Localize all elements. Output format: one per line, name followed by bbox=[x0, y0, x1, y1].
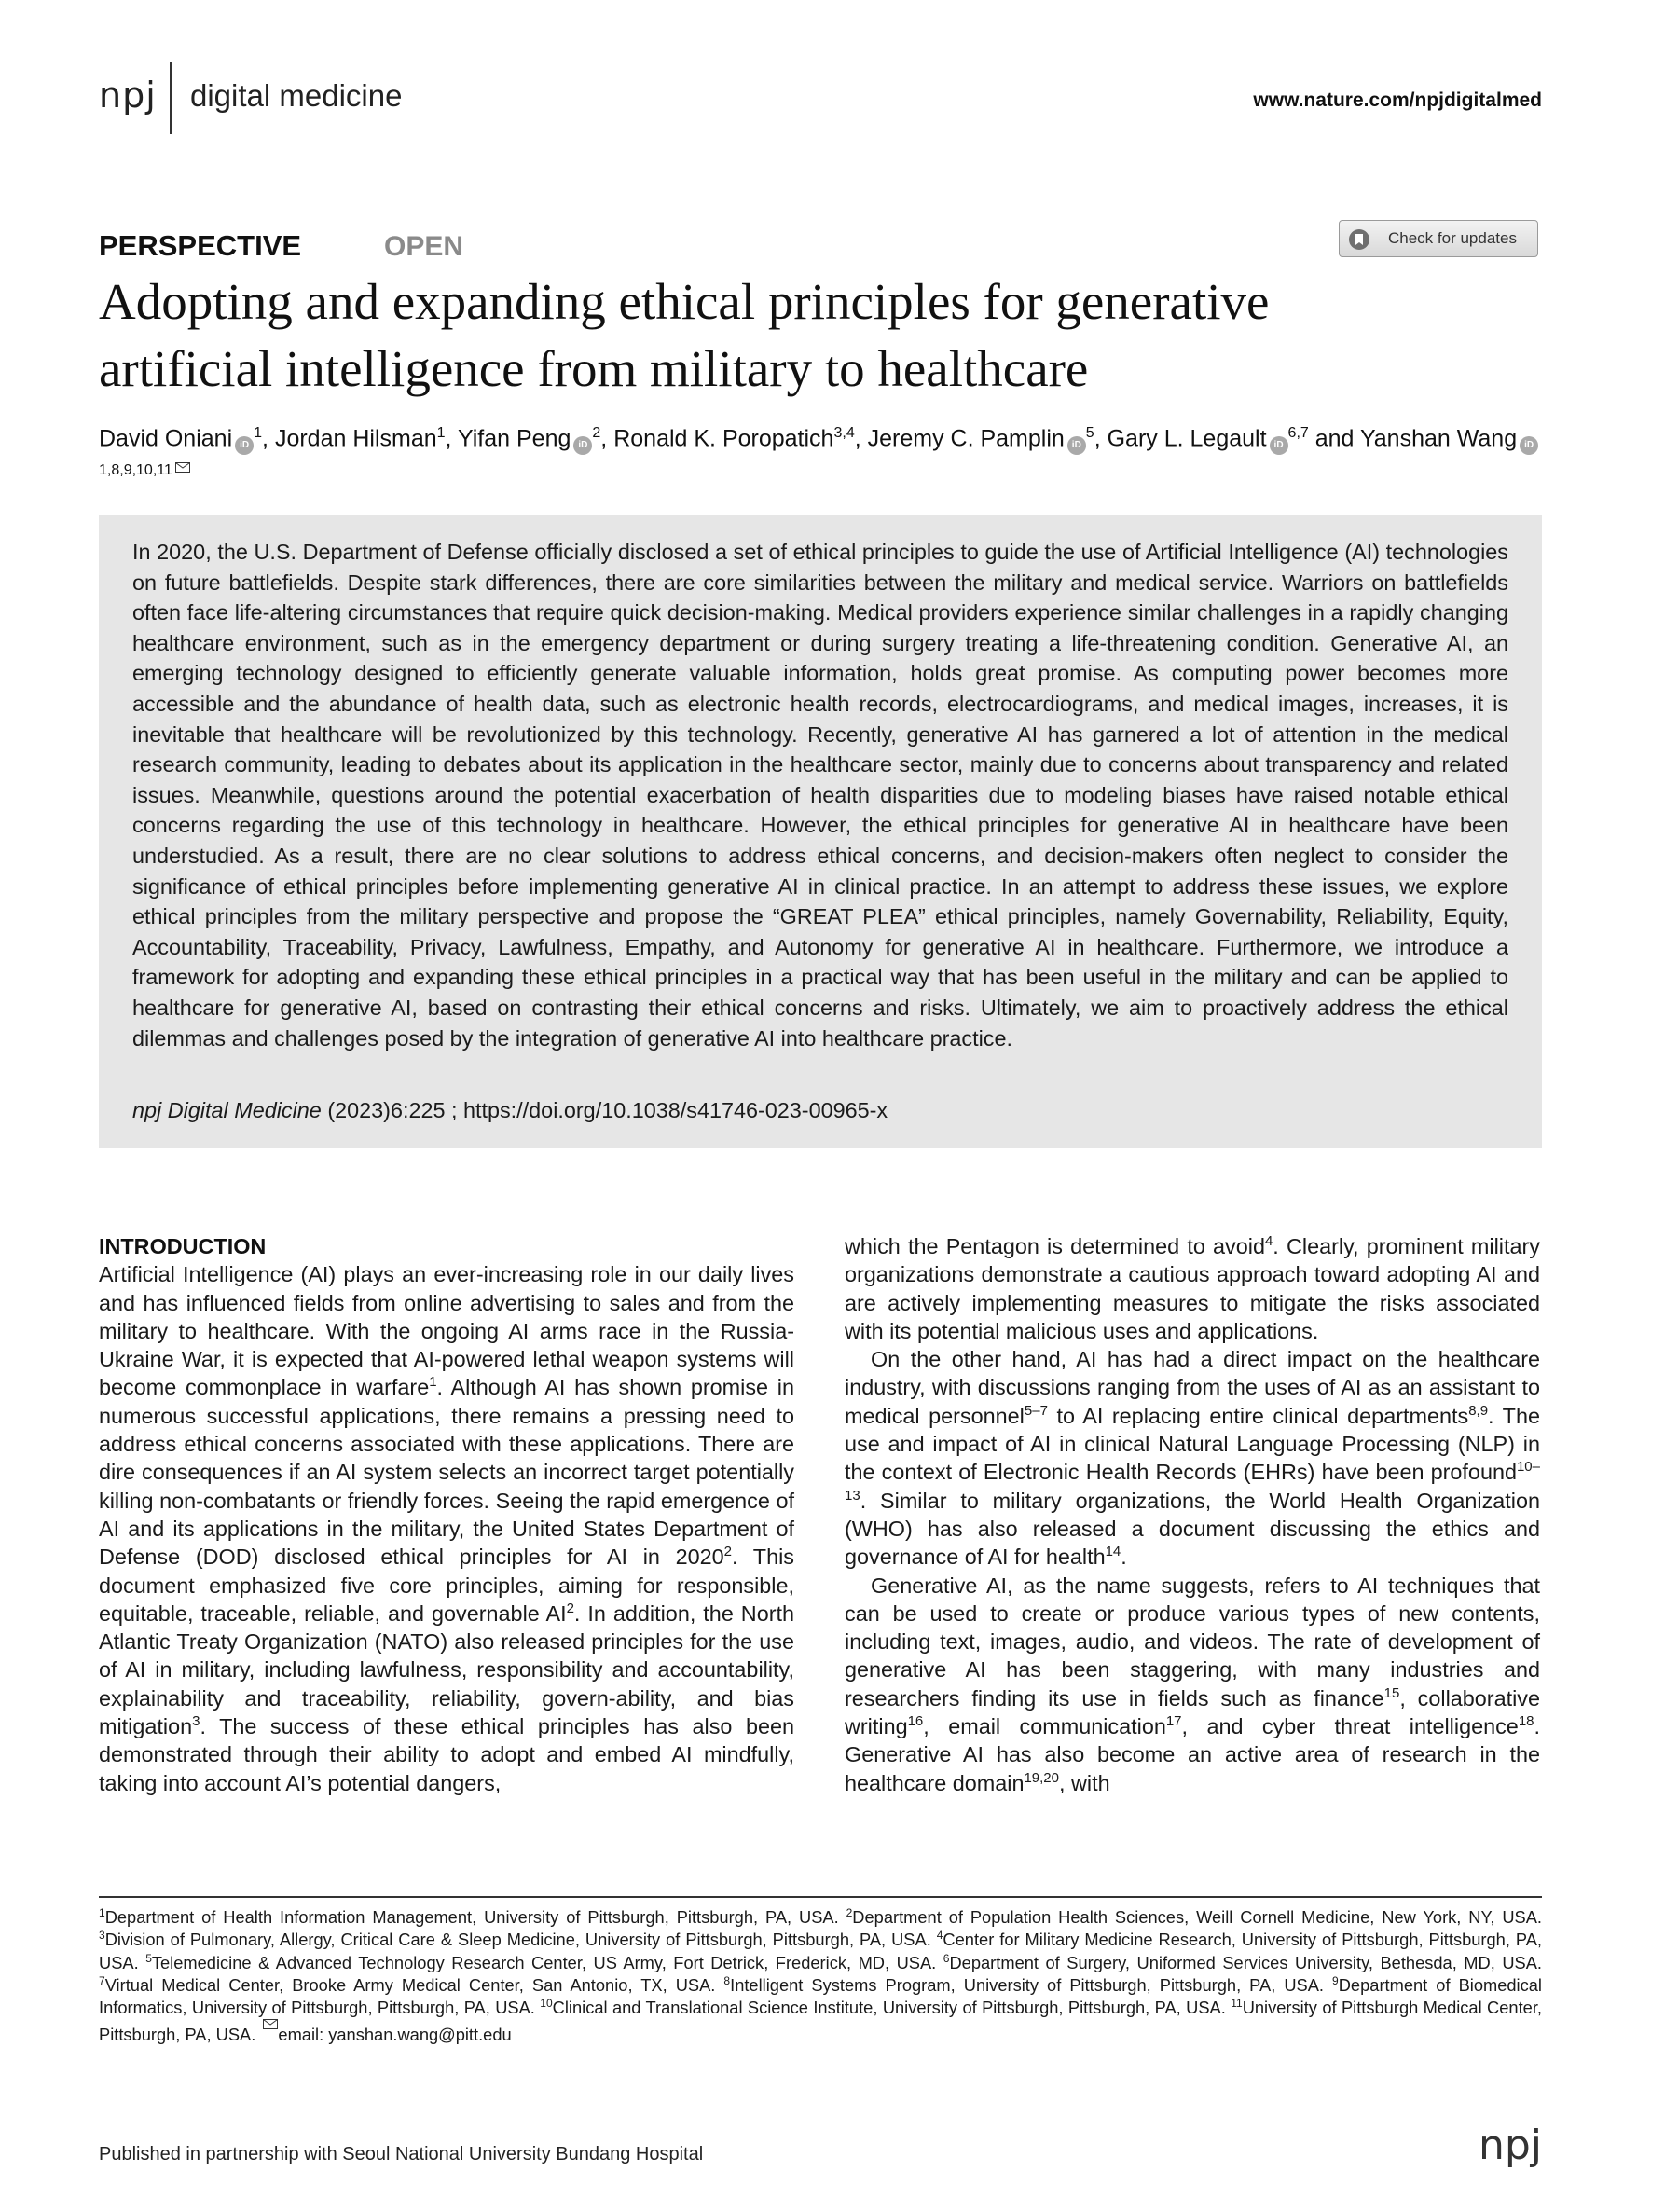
bookmark-icon bbox=[1348, 228, 1370, 251]
superscript-ref: 18 bbox=[1518, 1713, 1534, 1730]
superscript-ref: 10 bbox=[540, 1997, 553, 2011]
text-run: Telemedicine & Advanced Technology Research Center, US Army, Fort Detrick, Frederick, MD, USA. bbox=[151, 1952, 943, 1972]
author-separator: and bbox=[1308, 425, 1360, 452]
article-title bbox=[99, 268, 1553, 403]
superscript-ref: 16 bbox=[907, 1713, 924, 1730]
superscript-ref: 3 bbox=[192, 1713, 200, 1730]
superscript-ref: 3 bbox=[99, 1929, 105, 1943]
superscript-ref: 5–7 bbox=[1024, 1402, 1048, 1419]
superscript-ref: 1 bbox=[99, 1905, 105, 1919]
superscript-ref: 2 bbox=[723, 1544, 733, 1560]
author-name[interactable]: Gary L. Legault bbox=[1107, 425, 1267, 452]
article-type-label: PERSPECTIVE bbox=[99, 229, 302, 262]
text-run: . Clearly, prominent military organizations demonstrate a cautious approach toward adopting AI and are actively implementing measures to mitigate the risks associated with its potential malicious uses and applications. bbox=[845, 1234, 1540, 1343]
journal-header bbox=[99, 62, 1542, 136]
author-name[interactable]: Jeremy C. Pamplin bbox=[867, 425, 1065, 452]
superscript-ref: 2 bbox=[846, 1905, 853, 1919]
footer-partnership: Published in partnership with Seoul National University Bundang Hospital bbox=[99, 2144, 704, 2164]
text-run: , with bbox=[1059, 1770, 1110, 1795]
text-run: , email communication bbox=[923, 1714, 1166, 1739]
affiliation-ref: 3,4 bbox=[833, 425, 855, 441]
orcid-icon[interactable]: iD bbox=[235, 436, 254, 455]
superscript-ref: 8 bbox=[723, 1973, 731, 1987]
orcid-icon[interactable]: iD bbox=[573, 436, 592, 455]
superscript-ref: 4 bbox=[936, 1929, 943, 1943]
superscript-ref: 17 bbox=[1165, 1713, 1182, 1730]
author-separator: , bbox=[445, 425, 458, 452]
abstract-box bbox=[99, 515, 1542, 1148]
superscript-ref: 9 bbox=[1332, 1973, 1339, 1987]
affiliation-ref: 5 bbox=[1085, 425, 1094, 441]
affiliations bbox=[99, 1906, 1542, 2047]
text-run: Department of Biomedical Informatics, University of Pittsburgh, Pittsburgh, PA, USA. bbox=[99, 1974, 1542, 2018]
text-run: Department of Population Health Sciences, Weill Cornell Medicine, New York, NY, USA. bbox=[852, 1907, 1542, 1927]
paragraph bbox=[845, 1572, 1540, 1797]
journal-url-link[interactable]: www.nature.com/npjdigitalmed bbox=[1253, 89, 1542, 111]
text-run: Artificial Intelligence (AI) plays an ever-increasing role in our daily lives and has influenced fields from online advertising to sales and from the military to healthcare. With the ongoing AI arms race in the Russia-Ukraine War, it is expected that AI-powered lethal weapon systems will become commonplace in warfare bbox=[99, 1262, 794, 1400]
section-heading-introduction: INTRODUCTION bbox=[99, 1234, 267, 1258]
right-column bbox=[845, 1232, 1540, 1797]
citation-doi: (2023)6:225 ; https://doi.org/10.1038/s41746-023-00965-x bbox=[321, 1098, 888, 1122]
text-run: . The success of these ethical principles has also been demonstrated through their ability to adopt and embed AI mindfully, taking into account AI’s potential dangers, bbox=[99, 1714, 794, 1795]
text-run: On the other hand, AI has had a direct impact on the healthcare industry, with discussions ranging from the uses of AI as an assistant to medical personnel bbox=[845, 1347, 1540, 1428]
footer-npj-logo: npj bbox=[1478, 2122, 1542, 2169]
corresponding-email[interactable]: email: yanshan.wang@pitt.edu bbox=[278, 2025, 512, 2045]
title-line-2: artificial intelligence from military to healthcare bbox=[99, 340, 1089, 397]
citation-line bbox=[132, 1098, 888, 1123]
text-run: . Generative AI has also become an active area of research in the healthcare domain bbox=[845, 1714, 1540, 1795]
left-column bbox=[99, 1232, 794, 1797]
author-separator: , bbox=[854, 425, 868, 452]
superscript-ref: 19,20 bbox=[1024, 1769, 1059, 1786]
text-run: which the Pentagon is determined to avoid bbox=[845, 1234, 1265, 1258]
text-run: Center for Military Medicine Research, University of Pittsburgh, Pittsburgh, PA, USA. bbox=[99, 1930, 1542, 1972]
text-run: University of Pittsburgh Medical Center, Pittsburgh, PA, USA. bbox=[99, 1998, 1542, 2045]
text-run: . This document emphasized five core principles, aiming for responsible, equitable, traceable, reliable, and governable AI bbox=[99, 1545, 794, 1626]
envelope-icon bbox=[175, 462, 190, 473]
author-name[interactable]: David Oniani bbox=[99, 425, 233, 452]
text-run: Virtual Medical Center, Brooke Army Medical Center, San Antonio, TX, USA. bbox=[104, 1974, 724, 1995]
paragraph bbox=[845, 1232, 1540, 1345]
author-separator: , bbox=[262, 425, 275, 452]
affiliation-ref: 2 bbox=[592, 425, 601, 441]
citation-journal: npj Digital Medicine bbox=[132, 1098, 322, 1122]
text-run: Generative AI, as the name suggests, refers to AI techniques that can be used to create or produce various types of new contents, including text, images, audio, and videos. The rate of development of generative AI has been staggering, with many industries and researchers finding its use in fields such as finance bbox=[845, 1573, 1540, 1711]
logo-divider bbox=[170, 62, 172, 134]
abstract-text: In 2020, the U.S. Department of Defense officially disclosed a set of ethical principles to guide the use of Artificial Intelligence (AI) technologies on future battlefields. Despite stark differences, there are core similarities between the military and medical service. Warriors on battlefields often face life-altering circumstances that require quick decision-making. Medical providers experience similar challenges in a rapidly changing healthcare environment, such as in the emergency department or during surgery treating a life-threatening condition. Generative AI, an emerging technology designed to efficiently generate valuable information, holds great promise. As computing power becomes more accessible and the abundance of health data, such as electronic health records, electrocardiograms, and medical images, increases, it is inevitable that healthcare will be revolutionized by this technology. Recently, generative AI has garnered a lot of attention in the medical research community, leading to debates about its application in the healthcare sector, mainly due to concerns about transparency and related issues. Meanwhile, questions around the potential exacerbation of health disparities due to modeling biases have raised notable ethical concerns regarding the use of this technology in healthcare. However, the ethical principles for generative AI in healthcare have been understudied. As a result, there are no clear solutions to address ethical concerns, and decision-makers often neglect to consider the significance of ethical principles before implementing generative AI in clinical practice. In an attempt to address these issues, we explore ethical principles from the military perspective and propose the “GREAT PLEA” ethical principles, namely Governability, Reliability, Equity, Accountability, Traceability, Privacy, Lawfulness, Empathy, and Autonomy for generative AI in healthcare. Furthermore, we introduce a framework for adopting and expanding these ethical principles in a practical way that has been useful in the military and can be applied to healthcare for generative AI, based on contrasting their ethical concerns and risks. Ultimately, we aim to proactively address the ethical dilemmas and challenges posed by the integration of generative AI into healthcare practice. bbox=[132, 540, 1508, 1051]
text-run: to AI replacing entire clinical departments bbox=[1047, 1403, 1469, 1428]
superscript-ref: 4 bbox=[1264, 1233, 1273, 1250]
superscript-ref: 1 bbox=[429, 1374, 437, 1391]
author-name[interactable]: Yifan Peng bbox=[458, 425, 571, 452]
text-run: . Although AI has shown promise in numerous successful applications, there remains a pressing need to address ethical concerns associated with these applications. There are dire consequences if an AI system selects an incorrect target potentially killing non-combatants or friendly forces. Seeing the rapid emergence of AI and its applications in the military, the United States Department of Defense (DOD) disclosed ethical principles for AI in 2020 bbox=[99, 1375, 794, 1570]
author-list bbox=[99, 418, 1544, 492]
superscript-ref: 10–13 bbox=[845, 1459, 1540, 1504]
superscript-ref: 14 bbox=[1105, 1544, 1121, 1560]
orcid-icon[interactable]: iD bbox=[1270, 436, 1288, 455]
title-line-1: Adopting and expanding ethical principles for generative bbox=[99, 273, 1270, 330]
author-separator: , bbox=[1094, 425, 1108, 452]
affiliation-ref: 1 bbox=[254, 425, 263, 441]
text-run: Clinical and Translational Science Institute, University of Pittsburgh, Pittsburgh, PA, USA. bbox=[552, 1998, 1232, 2018]
text-run: . Similar to military organizations, the World Health Organization (WHO) has also released a document discussing the ethics and governance of AI for health bbox=[845, 1488, 1540, 1570]
paragraph bbox=[845, 1345, 1540, 1571]
affiliation-ref: 1 bbox=[436, 425, 446, 441]
author-name[interactable]: Yanshan Wang bbox=[1359, 425, 1518, 452]
orcid-icon[interactable]: iD bbox=[1067, 436, 1086, 455]
check-for-updates-label: Check for updates bbox=[1388, 229, 1517, 247]
text-run: Division of Pulmonary, Allergy, Critical Care & Sleep Medicine, University of Pittsburgh, Pittsburgh, PA, USA. bbox=[104, 1930, 937, 1950]
superscript-ref: 15 bbox=[1383, 1684, 1400, 1701]
envelope-icon bbox=[263, 2019, 278, 2029]
superscript-ref: 8,9 bbox=[1468, 1402, 1489, 1419]
superscript-ref: 11 bbox=[1231, 1997, 1243, 2011]
affiliation-divider bbox=[99, 1896, 1542, 1898]
affiliation-ref: 1,8,9,10,11 bbox=[99, 462, 172, 479]
superscript-ref: 2 bbox=[566, 1601, 574, 1617]
text-run: , collaborative writing bbox=[845, 1685, 1540, 1739]
affiliation-ref: 6,7 bbox=[1287, 425, 1309, 441]
text-run: , and cyber threat intelligence bbox=[1181, 1714, 1519, 1739]
superscript-ref: 6 bbox=[943, 1951, 950, 1965]
text-run: . The use and impact of AI in clinical Natural Language Processing (NLP) in the context of Electronic Health Records (EHRs) have been profound bbox=[845, 1403, 1540, 1485]
text-run: . bbox=[1121, 1545, 1127, 1570]
author-name[interactable]: Ronald K. Poropatich bbox=[613, 425, 834, 452]
paragraph bbox=[99, 1260, 794, 1797]
author-name[interactable]: Jordan Hilsman bbox=[274, 425, 437, 452]
text-run: . In addition, the North Atlantic Treaty Organization (NATO) also released principles for the use of AI in military, including lawfulness, responsibility and accountability, explainability and traceability, reliability, govern-ability, and bias mitigation bbox=[99, 1601, 795, 1739]
orcid-icon[interactable]: iD bbox=[1520, 436, 1538, 455]
text-run: Department of Surgery, Uniformed Services University, Bethesda, MD, USA. bbox=[949, 1952, 1542, 1972]
text-run: Department of Health Information Management, University of Pittsburgh, Pittsburgh, PA, USA. bbox=[104, 1907, 846, 1927]
npj-logo: npj bbox=[99, 75, 157, 116]
superscript-ref: 5 bbox=[145, 1951, 152, 1965]
text-run: Intelligent Systems Program, University of Pittsburgh, Pittsburgh, PA, USA. bbox=[730, 1974, 1333, 1995]
journal-name: digital medicine bbox=[190, 78, 403, 113]
check-for-updates-button[interactable] bbox=[1339, 220, 1538, 257]
superscript-ref: 7 bbox=[99, 1973, 105, 1987]
open-access-label: OPEN bbox=[384, 231, 464, 262]
author-separator: , bbox=[600, 425, 614, 452]
